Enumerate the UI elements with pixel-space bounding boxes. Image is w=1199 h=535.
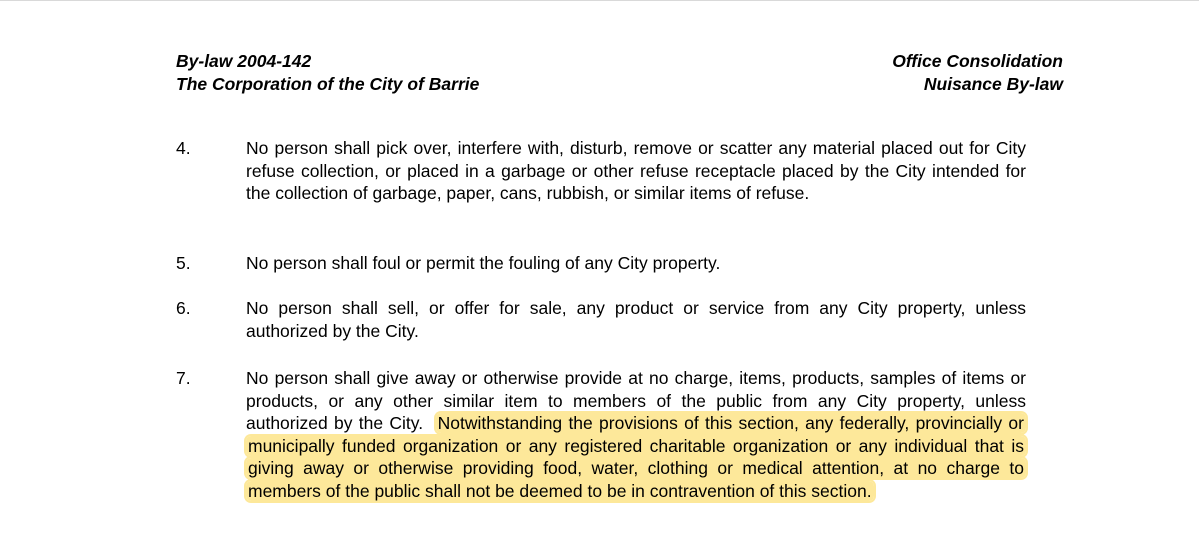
corporation-name: The Corporation of the City of Barrie xyxy=(176,74,480,94)
clause-number: 7. xyxy=(176,368,191,388)
top-border xyxy=(0,0,1199,1)
clause-number: 5. xyxy=(176,253,191,273)
clause-plain-text: No person shall give away or otherwise provide at no charge, items, products, samples of items or products, or any other similar item to members of the public from any City property, unless authorized by the City. xyxy=(246,368,1026,434)
clause-text: No person shall foul or permit the fouling of any City property. xyxy=(246,253,721,273)
clause-number: 6. xyxy=(176,298,191,318)
clause-text: No person shall pick over, interfere with, disturb, remove or scatter any material placed out for City refuse collection, or placed in a garbage or other refuse receptacle placed by the City intended for the collection of garbage, paper, cans, rubbish, or similar items of refuse. xyxy=(246,138,1026,204)
clause-text xyxy=(246,367,1026,503)
consolidation-label: Office Consolidation xyxy=(892,51,1063,71)
clause-text: No person shall sell, or offer for sale, any product or service from any City property, unless authorized by the City. xyxy=(246,298,1026,341)
header-left xyxy=(176,50,479,96)
header-right xyxy=(892,50,1063,96)
highlighted-text: Notwithstanding the provisions of this section, any federally, provincially or municipally funded organization or any registered charitable organization or any individual that is giving away or otherwise providing food, water, clothing or medical attention, at no charge to members of the public shall not be deemed to be in contravention of this section. xyxy=(248,413,1024,501)
bylaw-title: Nuisance By-law xyxy=(923,74,1063,94)
bylaw-number: By-law 2004-142 xyxy=(176,51,312,71)
clause-number: 4. xyxy=(176,138,191,158)
